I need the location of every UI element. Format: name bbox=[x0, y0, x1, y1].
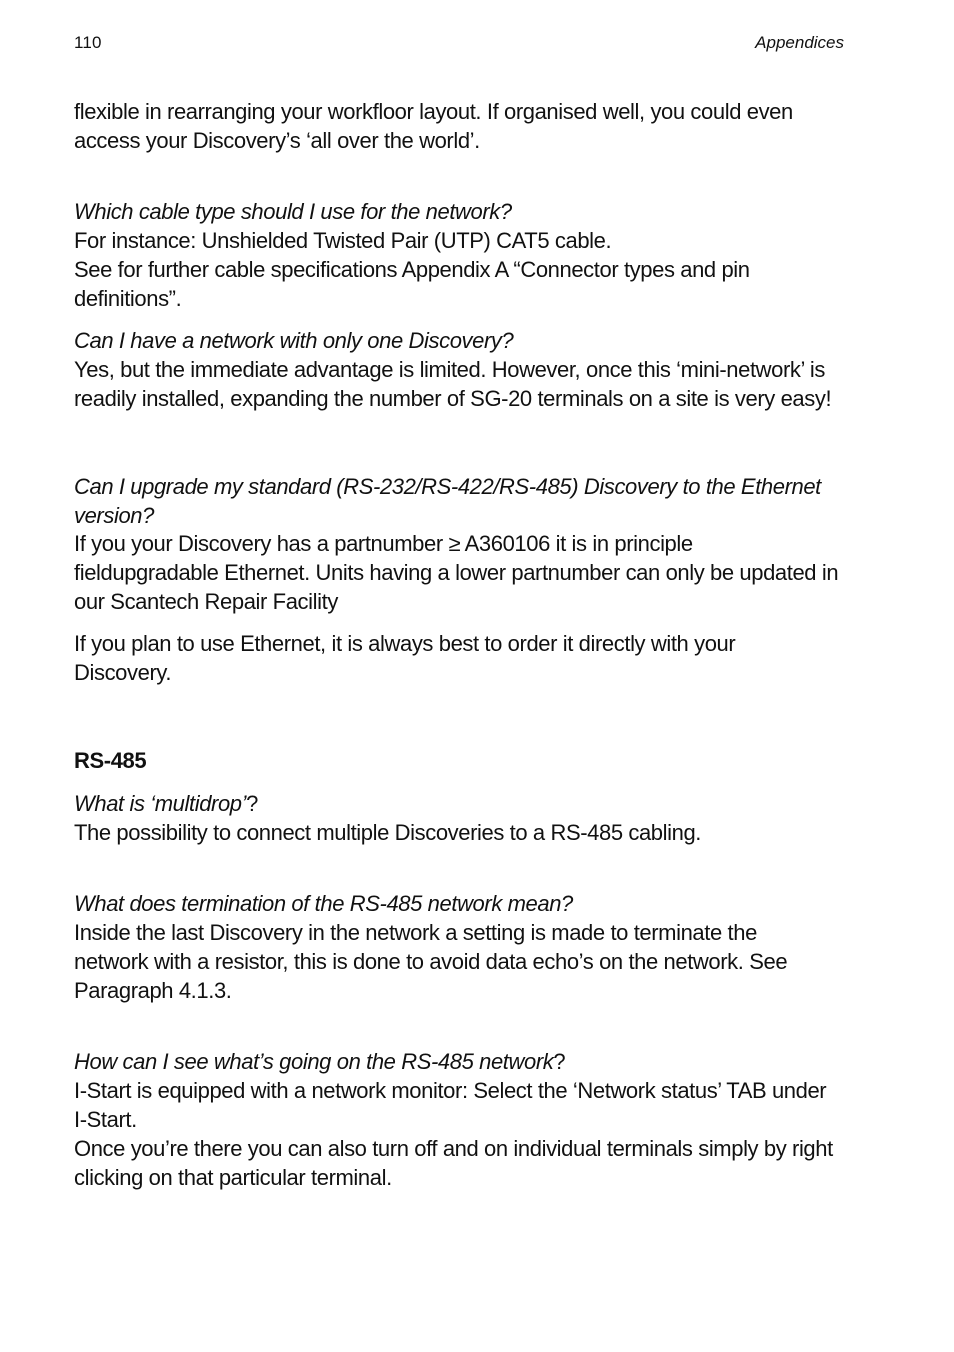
faq-answer-line: If you your Discovery has a partnumber ≥ A360106 it is in principle bbox=[74, 531, 693, 556]
section-label: Appendices bbox=[755, 33, 844, 52]
faq-answer-line: our Scantech Repair Facility bbox=[74, 589, 338, 614]
faq-answer-line: fieldupgradable Ethernet. Units having a lower partnumber can only be updated in bbox=[74, 560, 839, 585]
page-number: 110 bbox=[74, 33, 102, 52]
faq-answer-line: readily installed, expanding the number of SG-20 terminals on a site is very easy! bbox=[74, 386, 832, 411]
intro-line: flexible in rearranging your workfloor layout. If organised well, you could even bbox=[74, 99, 793, 124]
faq-question: What does termination of the RS-485 network mean? bbox=[74, 891, 573, 916]
faq-note-line: Discovery. bbox=[74, 660, 172, 685]
faq-answer-line: network with a resistor, this is done to avoid data echo’s on the network. See bbox=[74, 949, 788, 974]
question-mark: ? bbox=[246, 791, 258, 816]
faq-answer-line: Paragraph 4.1.3. bbox=[74, 978, 232, 1003]
faq-answer-line: definitions”. bbox=[74, 286, 182, 311]
faq-answer-line: I-Start. bbox=[74, 1107, 137, 1132]
faq-answer-line: For instance: Unshielded Twisted Pair (UTP) CAT5 cable. bbox=[74, 228, 612, 253]
question-mark: ? bbox=[553, 1049, 566, 1074]
faq-note-line: If you plan to use Ethernet, it is always best to order it directly with your bbox=[74, 631, 736, 656]
section-heading: RS-485 bbox=[74, 748, 147, 773]
faq-question-monitor bbox=[74, 1047, 565, 1076]
faq-question: How can I see what’s going on the RS-485 network bbox=[74, 1049, 554, 1074]
faq-answer-line: The possibility to connect multiple Discoveries to a RS-485 cabling. bbox=[74, 820, 701, 845]
faq-answer-line: I-Start is equipped with a network monitor: Select the ‘Network status’ TAB under bbox=[74, 1078, 827, 1103]
faq-question: Can I have a network with only one Discovery? bbox=[74, 328, 514, 353]
faq-question: What is ‘multidrop’ bbox=[74, 791, 247, 816]
intro-line: access your Discovery’s ‘all over the world’. bbox=[74, 128, 480, 153]
faq-answer-line: clicking on that particular terminal. bbox=[74, 1165, 392, 1190]
faq-answer-line: Inside the last Discovery in the network a setting is made to terminate the bbox=[74, 920, 757, 945]
faq-answer-line: Yes, but the immediate advantage is limited. However, once this ‘mini-network’ is bbox=[74, 357, 826, 382]
faq-answer-line: Once you’re there you can also turn off and on individual terminals simply by right bbox=[74, 1136, 833, 1161]
faq-question: Which cable type should I use for the network? bbox=[74, 199, 512, 224]
faq-question: Can I upgrade my standard (RS-232/RS-422/RS-485) Discovery to the Ethernet bbox=[74, 474, 821, 499]
faq-answer-line: See for further cable specifications Appendix A “Connector types and pin bbox=[74, 257, 750, 282]
faq-question-multidrop bbox=[74, 789, 258, 818]
faq-question: version? bbox=[74, 503, 154, 528]
